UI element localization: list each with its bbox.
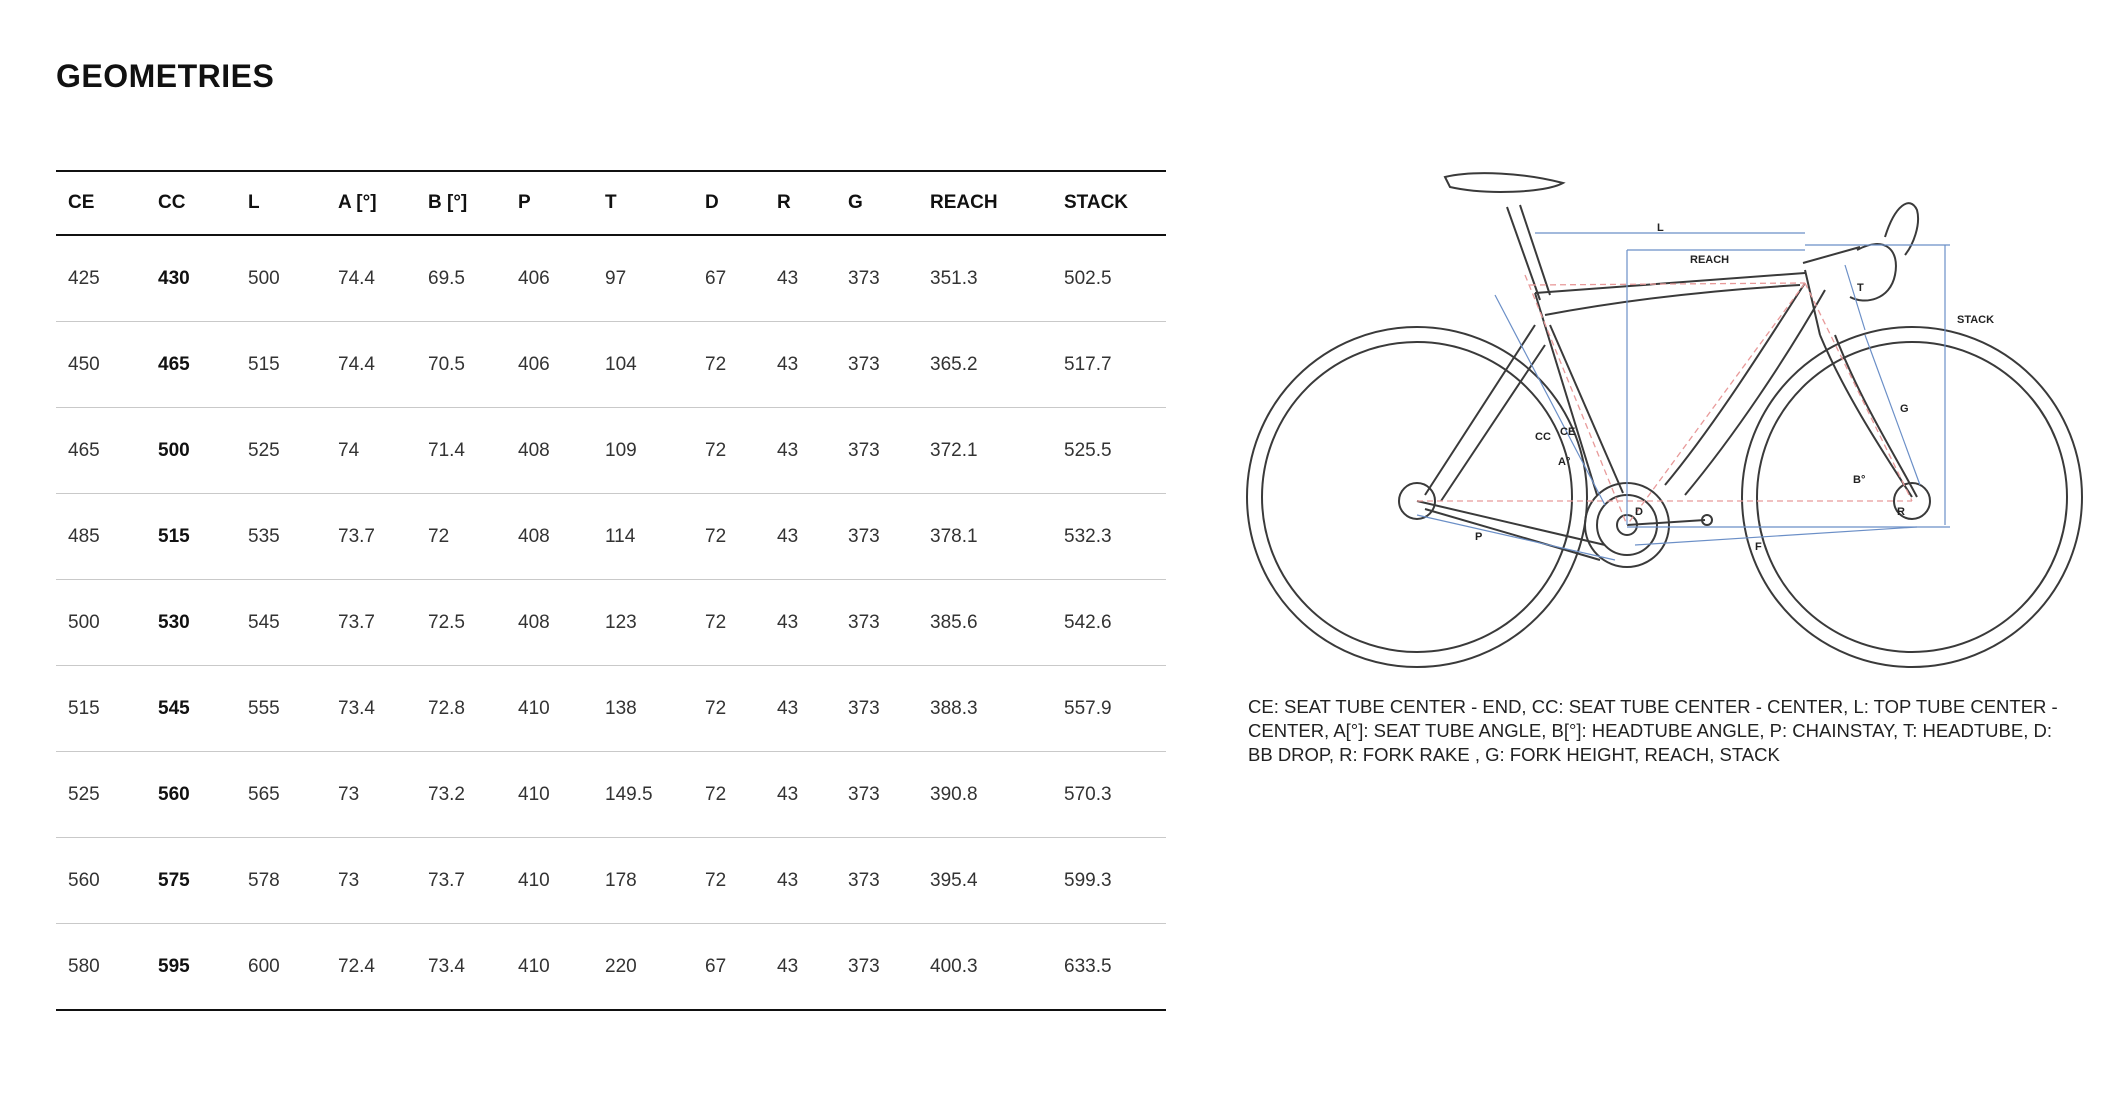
cell-reach: 378.1 [930,525,978,547]
cell-t: 149.5 [605,783,653,805]
table-row [56,494,1166,580]
cell-d: 72 [705,869,727,891]
saddle [1445,173,1563,192]
seat-stays [1425,325,1535,495]
cell-g: 373 [848,525,880,547]
cell-cc: 515 [158,525,190,547]
cell-r: 43 [777,955,799,977]
table-header-row [56,171,1166,235]
rear-wheel-outer [1247,327,1587,667]
seatpost-2 [1520,205,1550,295]
stem [1803,247,1860,263]
cell-a: 73.4 [338,697,375,719]
cell-cc: 465 [158,353,190,375]
cell-stack: 502.5 [1064,267,1112,289]
cell-a: 72.4 [338,955,375,977]
dashed-down-line [1627,283,1805,525]
cell-ce: 450 [68,353,100,375]
cell-p: 408 [518,525,550,547]
cell-reach: 372.1 [930,439,978,461]
cell-t: 104 [605,353,637,375]
col-p: P [518,192,531,213]
cell-b: 73.2 [428,783,465,805]
cell-p: 410 [518,955,550,977]
cell-cc: 545 [158,697,190,719]
label-cc: CC [1535,431,1551,443]
cell-r: 43 [777,525,799,547]
col-d: D [705,192,719,213]
chainstay-2 [1425,509,1600,560]
label-t: T [1857,282,1864,294]
col-r: R [777,192,791,213]
table-row [56,666,1166,752]
fork-2 [1835,335,1917,497]
cell-d: 72 [705,697,727,719]
cell-t: 123 [605,611,637,633]
col-a: A [°] [338,192,377,213]
label-f: F [1755,541,1762,553]
dashed-fork-line [1805,283,1912,501]
cell-g: 373 [848,869,880,891]
down-tube-upper [1685,290,1825,495]
table-row [56,924,1166,1011]
col-b: B [°] [428,192,468,213]
cell-cc: 530 [158,611,190,633]
cell-stack: 525.5 [1064,439,1112,461]
page-title: GEOMETRIES [56,58,275,94]
cell-l: 545 [248,611,280,633]
cell-d: 72 [705,353,727,375]
cell-d: 67 [705,955,727,977]
cell-stack: 532.3 [1064,525,1112,547]
col-ce: CE [68,192,95,213]
cell-b: 72.5 [428,611,465,633]
cell-t: 114 [605,525,636,547]
cell-p: 408 [518,439,550,461]
cell-reach: 365.2 [930,353,978,375]
dashed-seat-line [1525,275,1627,525]
label-g: G [1900,403,1909,415]
cell-a: 73.7 [338,611,375,633]
cell-l: 555 [248,697,280,719]
label-d: D [1635,506,1643,518]
cell-ce: 500 [68,611,100,633]
cell-ce: 580 [68,955,100,977]
table-row [56,408,1166,494]
cell-a: 74.4 [338,267,375,289]
cell-reach: 388.3 [930,697,978,719]
cell-l: 535 [248,525,280,547]
col-cc: CC [158,192,186,213]
cell-t: 220 [605,955,637,977]
cell-reach: 395.4 [930,869,978,891]
measure-f [1635,527,1917,545]
cell-g: 373 [848,439,880,461]
cell-p: 408 [518,611,550,633]
cell-b: 70.5 [428,353,465,375]
table-row [56,580,1166,666]
cell-reach: 351.3 [930,267,978,289]
cell-ce: 525 [68,783,100,805]
cell-b: 73.7 [428,869,465,891]
cell-t: 109 [605,439,637,461]
table-row [56,838,1166,924]
measure-t [1845,265,1865,330]
cell-p: 406 [518,353,550,375]
cell-cc: 430 [158,267,190,289]
cell-cc: 575 [158,869,190,891]
rear-wheel-inner [1262,342,1572,652]
label-a: A° [1558,456,1571,468]
cell-t: 178 [605,869,637,891]
cell-g: 373 [848,783,880,805]
col-t: T [605,192,617,213]
cell-g: 373 [848,267,880,289]
cell-a: 74 [338,439,360,461]
cell-ce: 485 [68,525,100,547]
cell-cc: 560 [158,783,190,805]
cell-cc: 500 [158,439,190,461]
cell-r: 43 [777,353,799,375]
cell-b: 72 [428,525,450,547]
cell-stack: 570.3 [1064,783,1112,805]
col-stack: STACK [1064,192,1129,213]
cell-reach: 390.8 [930,783,978,805]
col-l: L [248,192,260,213]
cell-r: 43 [777,869,799,891]
measure-g [1865,335,1920,485]
label-l: L [1657,222,1664,234]
cell-b: 72.8 [428,697,465,719]
cell-d: 67 [705,267,727,289]
cell-l: 525 [248,439,280,461]
cell-ce: 560 [68,869,100,891]
seat-stays-2 [1441,345,1545,501]
label-ce: CE [1560,426,1576,438]
legend-text: CE: SEAT TUBE CENTER - END, CC: SEAT TUBE CENTER - CENTER, L: TOP TUBE CENTER - CENTER, A[°]: SEAT TUBE ANGLE, B[°]: HEADTUBE ANGLE, P: CHAINSTAY, T: HEADTUBE, D: BB DROP, R: FORK RAKE , G: FORK HEIGHT, REACH, STACK [1248,696,2058,765]
cell-stack: 557.9 [1064,697,1112,719]
cell-r: 43 [777,611,799,633]
cell-reach: 385.6 [930,611,978,633]
cell-l: 565 [248,783,280,805]
table-row [56,322,1166,408]
cell-d: 72 [705,611,727,633]
cell-stack: 633.5 [1064,955,1112,977]
cell-p: 410 [518,697,550,719]
shifter [1885,203,1918,255]
cell-l: 500 [248,267,280,289]
label-p: P [1475,531,1483,543]
cell-r: 43 [777,697,799,719]
cell-d: 72 [705,783,727,805]
cell-g: 373 [848,955,880,977]
cell-g: 373 [848,353,880,375]
cell-d: 72 [705,439,727,461]
cell-stack: 542.6 [1064,611,1112,633]
cell-d: 72 [705,525,727,547]
chainstay [1417,501,1605,545]
label-b: B° [1853,474,1866,486]
cell-stack: 599.3 [1064,869,1112,891]
cell-b: 71.4 [428,439,465,461]
table-row [56,235,1166,322]
bike-geometry-diagram [1245,165,2085,685]
cell-p: 406 [518,267,550,289]
cell-b: 73.4 [428,955,465,977]
cell-p: 410 [518,783,550,805]
geometry-table [56,170,1166,1011]
cell-r: 43 [777,783,799,805]
cell-cc: 595 [158,955,190,977]
cell-reach: 400.3 [930,955,978,977]
cell-ce: 465 [68,439,100,461]
cell-r: 43 [777,439,799,461]
cell-a: 73 [338,783,360,805]
cell-p: 410 [518,869,550,891]
cell-a: 74.4 [338,353,375,375]
label-reach: REACH [1690,254,1730,266]
cell-g: 373 [848,697,880,719]
label-stack: STACK [1957,314,1995,326]
crank-arm [1627,520,1705,525]
cell-l: 600 [248,955,280,977]
cell-r: 43 [777,267,799,289]
cell-g: 373 [848,611,880,633]
cell-l: 578 [248,869,280,891]
col-reach: REACH [930,192,998,213]
table-row [56,752,1166,838]
cell-l: 515 [248,353,280,375]
cell-a: 73.7 [338,525,375,547]
cell-a: 73 [338,869,360,891]
cell-stack: 517.7 [1064,353,1112,375]
col-g: G [848,192,863,213]
cell-ce: 425 [68,267,100,289]
cell-ce: 515 [68,697,100,719]
cell-b: 69.5 [428,267,465,289]
cell-t: 138 [605,697,637,719]
label-r: R [1897,506,1905,518]
cell-t: 97 [605,267,627,289]
seatpost [1507,207,1540,300]
